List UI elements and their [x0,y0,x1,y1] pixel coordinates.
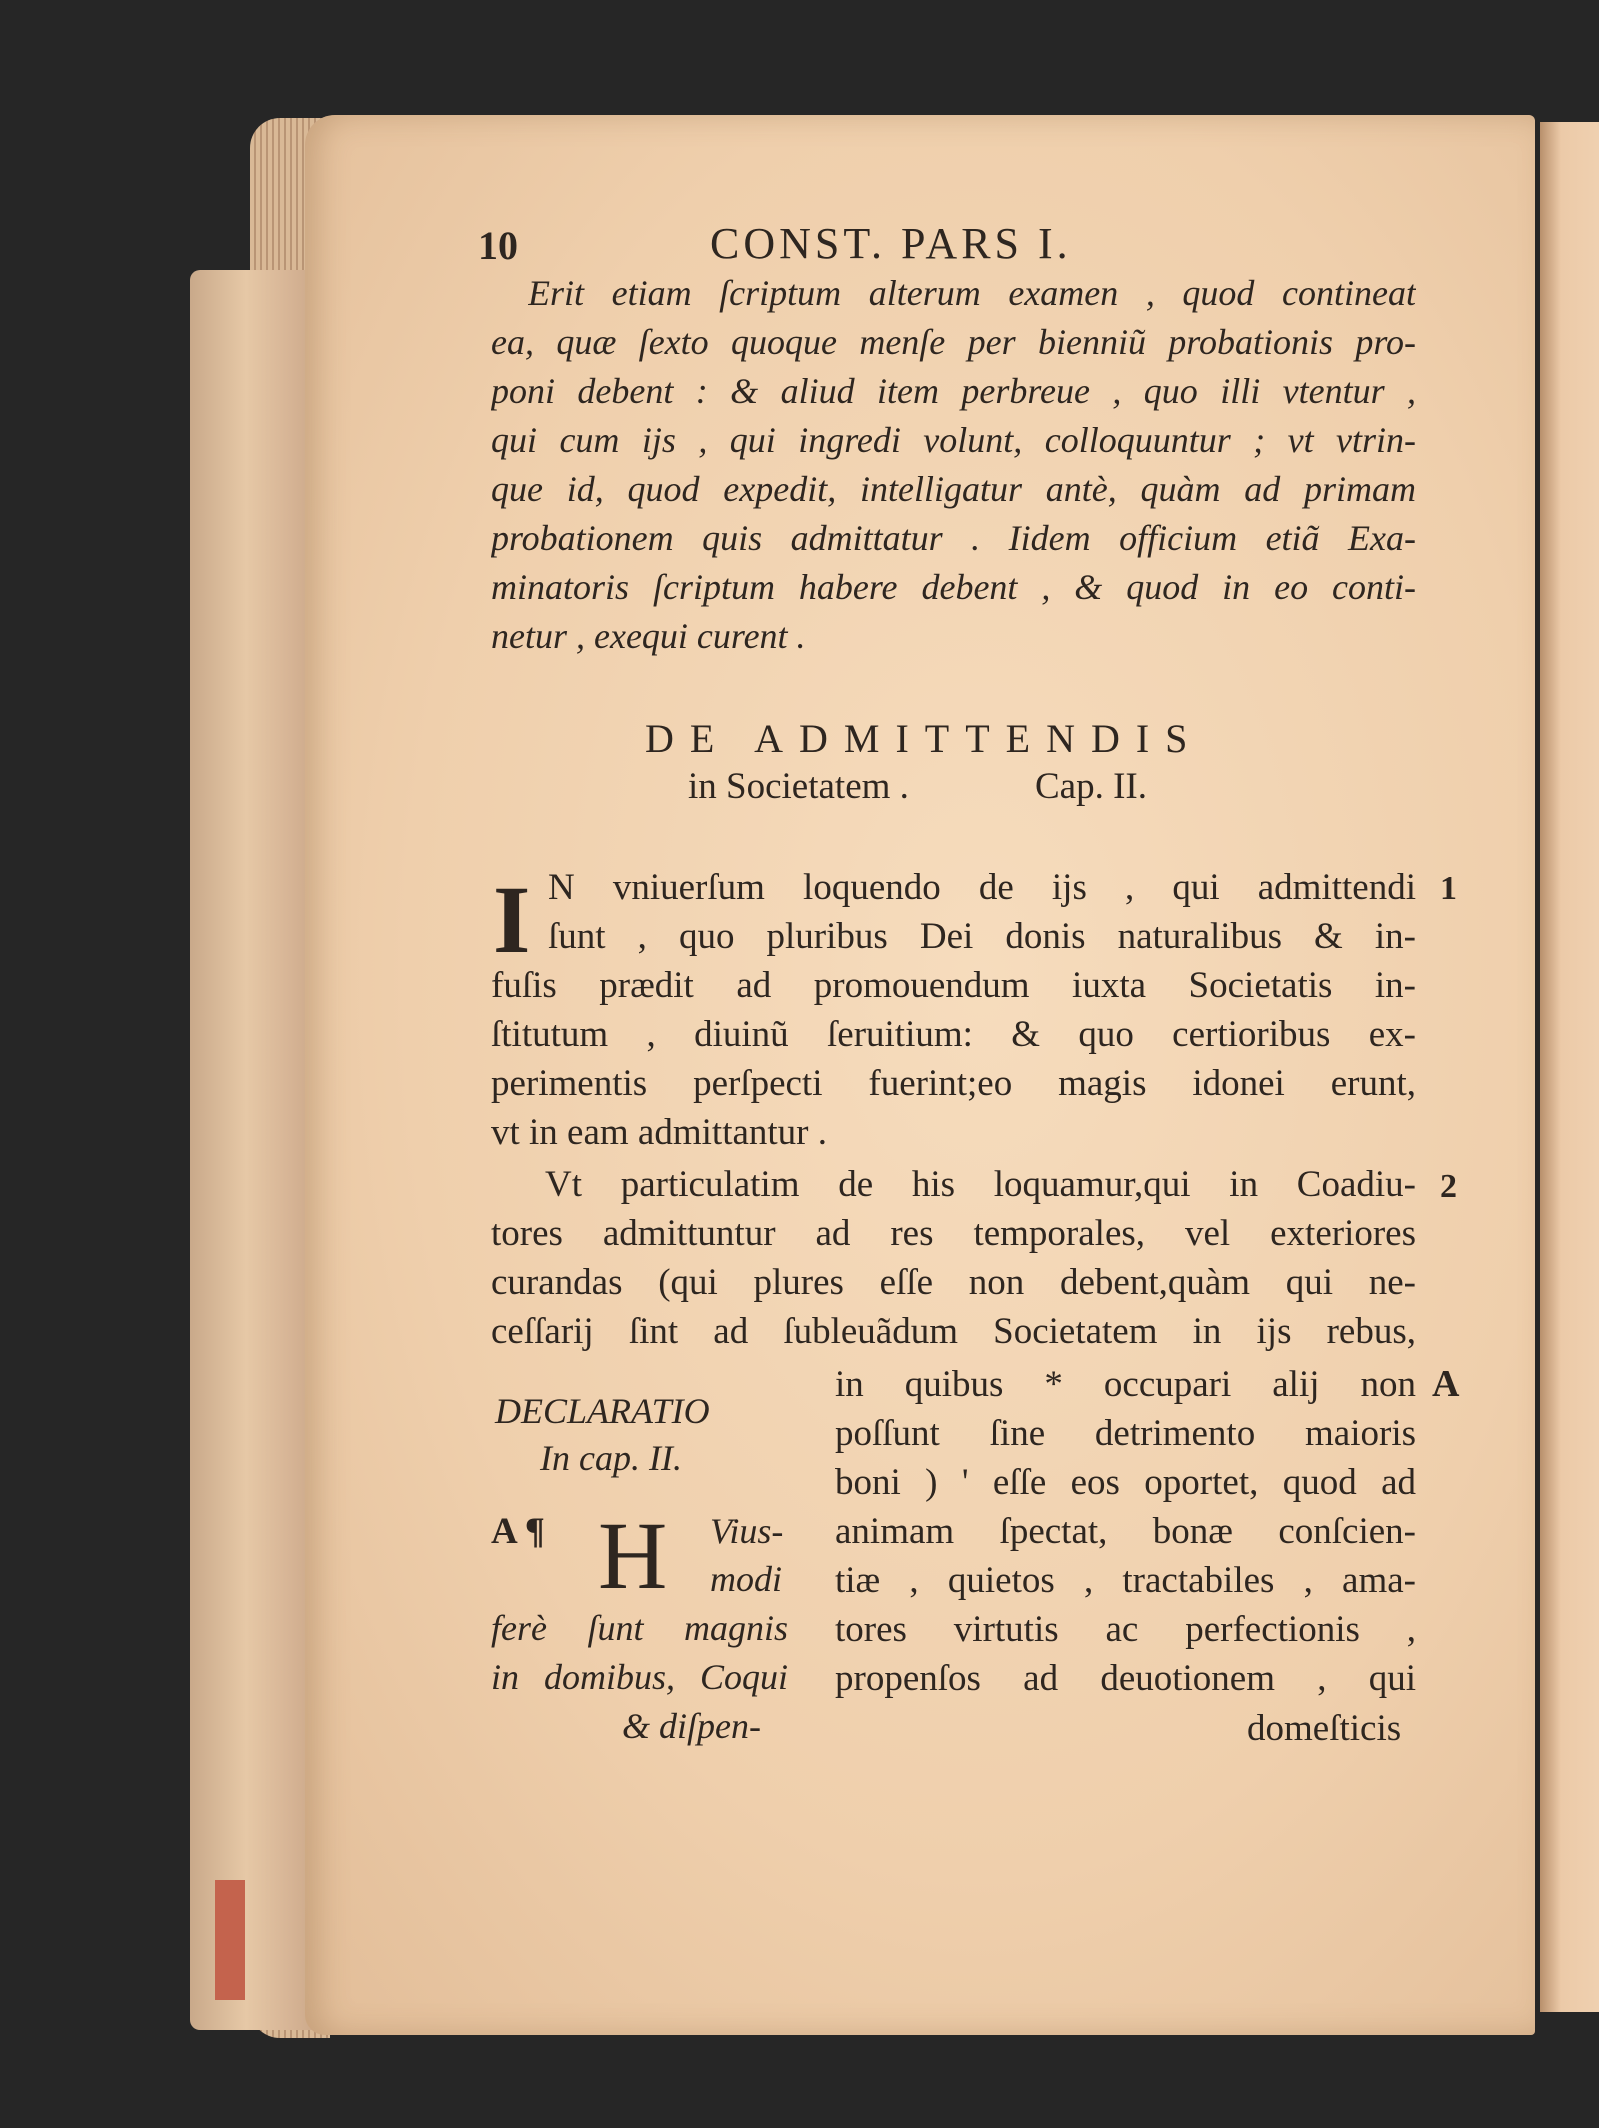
facing-page-edge [1540,122,1599,2012]
text-line: minatoris ſcriptum habere debent , & quod in eo conti- [491,567,1416,607]
text-line: curandas (qui plures eſſe non debent,quàm qui ne- [491,1262,1416,1303]
red-edge [215,1880,245,2000]
margin-letter-a: A [1432,1363,1460,1405]
declaratio-last-line: & diſpen- [622,1706,761,1746]
text-line: perimentis perſpecti fuerint;eo magis idonei erunt, [491,1063,1416,1104]
drop-cap-i: I [493,866,531,973]
declaratio-drop-line-2: modi [710,1559,782,1599]
text-line: ſtitutum , diuinũ ſeruitium: & quo certioribus ex- [491,1014,1416,1055]
text-line: poſſunt ſine detrimento maioris [835,1413,1416,1454]
chapter-title: DE ADMITTENDIS [645,716,1204,761]
text-line: vt in eam admittantur . [491,1112,827,1153]
text-line: fuſis prædit ad promouendum iuxta Societatis in- [491,965,1416,1006]
margin-number-2: 2 [1440,1168,1457,1205]
text-line: qui cum ijs , qui ingredi volunt, colloquuntur ; vt vtrin- [491,420,1416,460]
declaratio-drop-line-1: Vius- [710,1511,784,1551]
text-line: tores virtutis ac perfectionis , [835,1609,1416,1650]
text-line: tores admittuntur ad res temporales, vel exteriores [491,1213,1416,1254]
text-line: in domibus, Coqui [491,1657,788,1697]
drop-cap-h: H [598,1502,668,1609]
text-line: ferè ſunt magnis [491,1608,788,1648]
text-line: Vt particulatim de his loquamur,qui in Coadiu- [545,1164,1416,1205]
text-line: Erit etiam ſcriptum alterum examen , quod contineat [528,273,1416,313]
declaratio-title: DECLARATIO [495,1391,710,1431]
text-line: tiæ , quietos , tractabiles , ama- [835,1560,1416,1601]
text-line: boni ) ' eſſe eos oportet, quod ad [835,1462,1416,1503]
text-line: ea, quæ ſexto quoque menſe per bienniũ probationis pro- [491,322,1416,362]
declaratio-marker: A ¶ [491,1511,545,1552]
text-line: que id, quod expedit, intelligatur antè, quàm ad primam [491,469,1416,509]
declaratio-subtitle: In cap. II. [540,1438,682,1478]
chapter-subtitle: in Societatem . [688,766,909,807]
text-line: ceſſarij ſint ad ſubleuãdum Societatem in ijs rebus, [491,1311,1416,1352]
text-line: in quibus * occupari alij non [835,1364,1416,1405]
margin-number-1: 1 [1440,870,1457,907]
catchword: domeſticis [1247,1708,1402,1749]
text-line: ſunt , quo pluribus Dei donis naturalibus & in- [548,916,1416,957]
text-line: netur , exequi curent . [491,616,806,656]
text-line: probationem quis admittatur . Iidem officium etiã Exa- [491,518,1416,558]
chapter-number: Cap. II. [1035,766,1147,807]
page-number: 10 [478,223,518,268]
text-line: poni debent : & aliud item perbreue , quo illi vtentur , [491,371,1416,411]
text-line: N vniuerſum loquendo de ijs , qui admittendi [548,867,1416,908]
text-line: propenſos ad deuotionem , qui [835,1658,1416,1699]
text-line: animam ſpectat, bonæ conſcien- [835,1511,1416,1552]
running-title: CONST. PARS I. [710,219,1072,268]
